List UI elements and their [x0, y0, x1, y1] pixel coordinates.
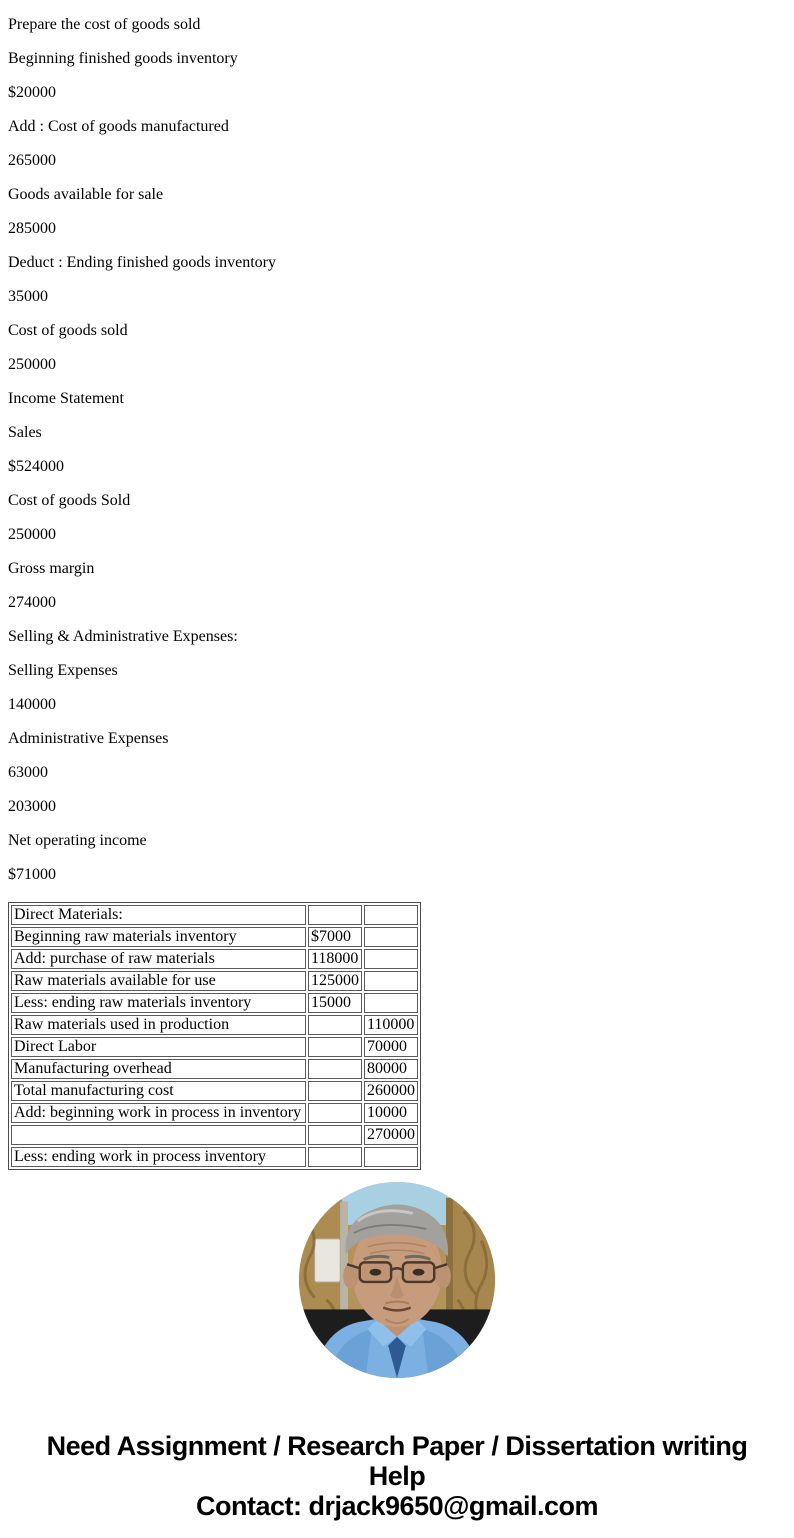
row-label-cell: Less: ending work in process inventory	[11, 1147, 306, 1167]
row-label-cell: Less: ending raw materials inventory	[11, 993, 306, 1013]
row-total-cell	[364, 905, 418, 925]
document-paragraph: 250000	[8, 356, 56, 373]
worksheet-table	[8, 902, 421, 1170]
document-paragraph: 285000	[8, 220, 56, 237]
contact-email-line: Contact: drjack9650@gmail.com	[196, 1491, 598, 1521]
table-row	[11, 905, 418, 925]
document-paragraph: Cost of goods Sold	[8, 492, 131, 509]
row-label-cell: Raw materials available for use	[11, 971, 306, 991]
document-paragraph: $20000	[8, 84, 56, 101]
page-root	[0, 15, 794, 1521]
table-row	[11, 949, 418, 969]
row-amount-cell	[308, 1103, 362, 1123]
wall-switch-plate	[315, 1239, 340, 1282]
row-total-cell: 270000	[364, 1125, 418, 1145]
table-row	[11, 1015, 418, 1035]
row-label-cell: Raw materials used in production	[11, 1015, 306, 1035]
row-amount-cell	[308, 1147, 362, 1167]
document-paragraph: 250000	[8, 526, 56, 543]
row-amount-cell	[308, 1125, 362, 1145]
promo-heading: Need Assignment / Research Paper / Dissertation writing Help	[46, 1431, 748, 1491]
row-label-cell: Direct Materials:	[11, 905, 306, 925]
table-row	[11, 1081, 418, 1101]
row-amount-cell	[308, 1015, 362, 1035]
row-amount-cell: 125000	[308, 971, 362, 991]
table-row	[11, 1103, 418, 1123]
row-amount-cell	[308, 905, 362, 925]
table-row	[11, 1037, 418, 1057]
table-row	[11, 971, 418, 991]
row-label-cell	[11, 1125, 306, 1145]
document-paragraph: Gross margin	[8, 560, 95, 577]
row-total-cell: 10000	[364, 1103, 418, 1123]
row-label-cell: Direct Labor	[11, 1037, 306, 1057]
document-paragraph: $71000	[8, 866, 56, 883]
table-row	[11, 993, 418, 1013]
promo-footer	[0, 1431, 794, 1521]
row-amount-cell: 15000	[308, 993, 362, 1013]
document-paragraph: Beginning finished goods inventory	[8, 50, 238, 67]
presenter-avatar	[299, 1182, 495, 1378]
row-total-cell: 260000	[364, 1081, 418, 1101]
table-row	[11, 1147, 418, 1167]
row-amount-cell	[308, 1059, 362, 1079]
row-amount-cell: 118000	[308, 949, 362, 969]
row-total-cell: 110000	[364, 1015, 418, 1035]
row-total-cell: 70000	[364, 1037, 418, 1057]
document-paragraph: Selling & Administrative Expenses:	[8, 628, 238, 645]
document-paragraph: Selling Expenses	[8, 662, 118, 679]
document-paragraph: 35000	[8, 288, 48, 305]
row-label-cell: Beginning raw materials inventory	[11, 927, 306, 947]
table-row	[11, 1059, 418, 1079]
document-paragraph: 265000	[8, 152, 56, 169]
document-paragraph: Net operating income	[8, 832, 147, 849]
row-label-cell: Add: beginning work in process in inventory	[11, 1103, 306, 1123]
document-text	[8, 15, 786, 884]
document-paragraph: Administrative Expenses	[8, 730, 169, 747]
document-paragraph: 140000	[8, 696, 56, 713]
row-amount-cell	[308, 1081, 362, 1101]
row-total-cell	[364, 971, 418, 991]
document-paragraph: Prepare the cost of goods sold	[8, 16, 201, 33]
row-amount-cell: $7000	[308, 927, 362, 947]
document-paragraph: Deduct : Ending finished goods inventory	[8, 254, 276, 271]
row-total-cell	[364, 993, 418, 1013]
row-label-cell: Add: purchase of raw materials	[11, 949, 306, 969]
presenter-photo-illustration	[299, 1182, 495, 1378]
row-total-cell: 80000	[364, 1059, 418, 1079]
row-total-cell	[364, 949, 418, 969]
row-label-cell: Total manufacturing cost	[11, 1081, 306, 1101]
row-amount-cell	[308, 1037, 362, 1057]
document-paragraph: Sales	[8, 424, 42, 441]
worksheet-table-clip-region	[8, 902, 428, 1165]
document-paragraph: $524000	[8, 458, 64, 475]
document-paragraph: 63000	[8, 764, 48, 781]
document-paragraph: 203000	[8, 798, 56, 815]
document-paragraph: Add : Cost of goods manufactured	[8, 118, 229, 135]
row-label-cell: Manufacturing overhead	[11, 1059, 306, 1079]
row-total-cell	[364, 1147, 418, 1167]
document-paragraph: 274000	[8, 594, 56, 611]
document-paragraph: Goods available for sale	[8, 186, 164, 203]
table-row	[11, 1125, 418, 1145]
document-paragraph: Income Statement	[8, 390, 124, 407]
row-total-cell	[364, 927, 418, 947]
table-row	[11, 927, 418, 947]
document-paragraph: Cost of goods sold	[8, 322, 128, 339]
